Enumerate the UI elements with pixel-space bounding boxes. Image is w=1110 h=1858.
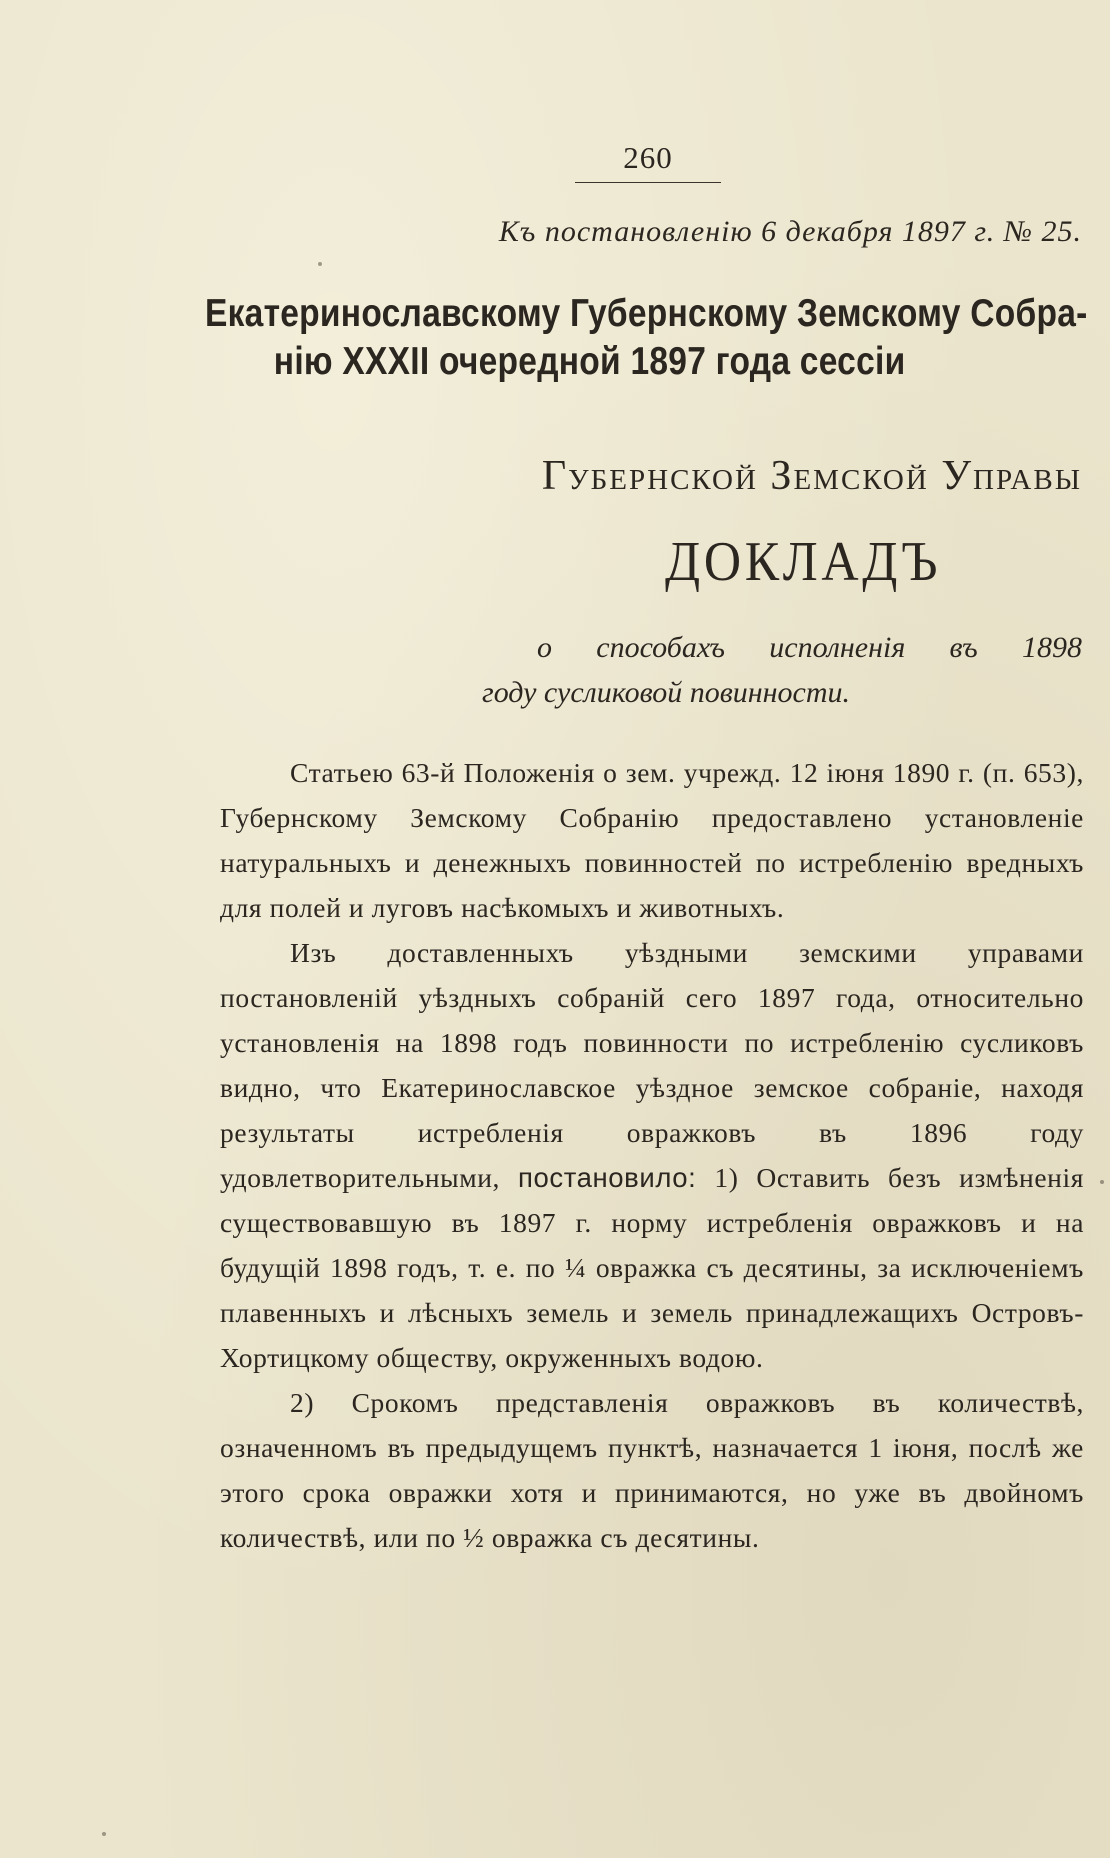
addressee-line-1: Екатеринославскому Губернскому Земскому Собра- <box>205 292 1088 335</box>
page-number: 260 <box>623 140 673 175</box>
page-number-rule <box>575 182 721 183</box>
paragraph-2 <box>220 930 1084 1380</box>
paragraph-1: Статьею 63-й Положенія о зем. учрежд. 12 іюня 1890 г. (п. 653), Губернскому Земскому Собранію предоставлено установленіе натуральныхъ и денежныхъ повинностей по истребленію вредныхъ для полей и луговъ насѣкомыхъ и животныхъ. <box>220 757 1084 923</box>
paragraph-3: 2) Срокомъ представленія овражковъ въ количествѣ, означенномъ въ предыдущемъ пунктѣ, назначается 1 іюня, послѣ же этого срока овражки хотя и принимаются, но уже въ двойномъ количествѣ, или по ½ овражка съ десятины. <box>220 1387 1084 1553</box>
paper-speck <box>102 1832 106 1836</box>
authority-heading: Губернской Земской Управы <box>541 453 1082 499</box>
body-text <box>220 750 1084 1560</box>
paragraph-2-resolved: постановило: <box>517 1162 697 1193</box>
report-subject <box>482 625 1082 715</box>
resolution-reference: Къ постановленію 6 декабря 1897 г. № 25. <box>498 215 1082 248</box>
addressee-line-2: нію XXXII очередной 1897 года сессіи <box>273 340 906 383</box>
paragraph-2-item-1: 1) Оставить безъ измѣненія существовавшую въ 1897 г. норму истребленія овражковъ и на будущій 1898 годъ, т. е. по ¼ овражка съ десятины, за исключеніемъ плавенныхъ и лѣсныхъ земель и земель принадлежащихъ Островъ-Хортицкому обществу, окруженныхъ водою. <box>220 1162 1084 1373</box>
paper-speck <box>1100 1180 1104 1184</box>
addressee-heading <box>205 290 1088 386</box>
paragraph-2-lead: Изъ доставленныхъ уѣздными земскими управами постановленій уѣздныхъ собраній сего 1897 года, относительно установленія на 1898 годъ повинности по истребленію сусликовъ видно, что Екатеринославское уѣздное земское собраніе, находя результаты истребленія овражковъ въ 1896 году удовлетворительными, <box>220 937 1084 1193</box>
subject-line-2: году сусликовой повинности. <box>482 676 851 709</box>
document-type-title: ДОКЛАДЪ <box>665 531 942 593</box>
subject-line-1: о способахъ исполненія въ 1898 <box>537 631 1082 664</box>
paper-speck <box>318 262 322 266</box>
